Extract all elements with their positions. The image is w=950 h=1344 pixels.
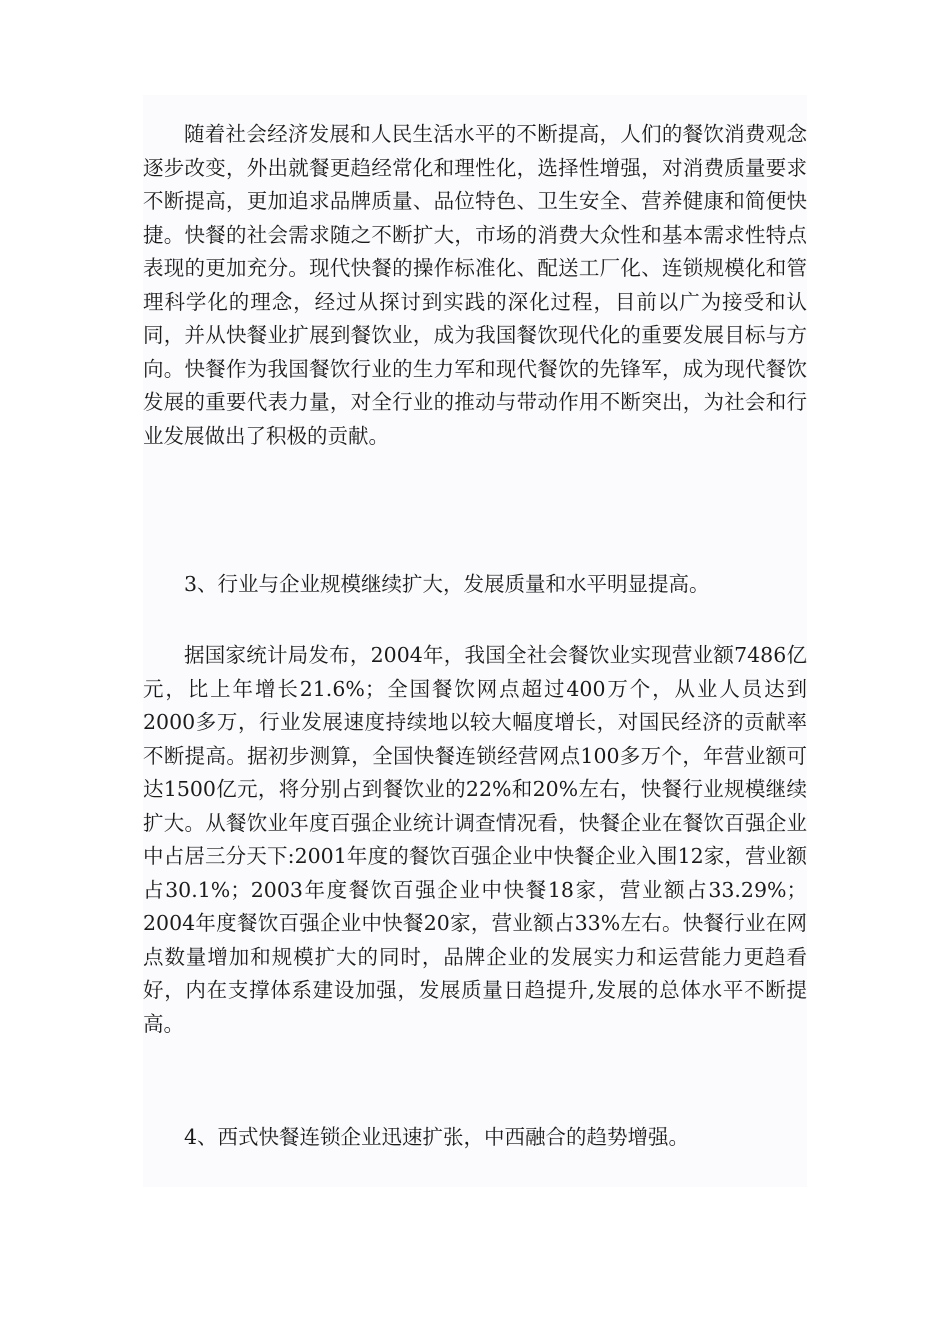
paragraph-fast-food-demand: 随着社会经济发展和人民生活水平的不断提高，人们的餐饮消费观念逐步改变，外出就餐更趋经常化和理性化，选择性增强，对消费质量要求不断提高，更加追求品牌质量、品位特色、卫生安全、营养健康和简便快捷。快餐的社会需求随之不断扩大，市场的消费大众性和基本需求性特点表现的更加充分。现代快餐的操作标准化、配送工厂化、连锁规模化和管理科学化的理念，经过从探讨到实践的深化过程，目前以广为接受和认同，并从快餐业扩展到餐饮业，成为我国餐饮现代化的重要发展目标与方向。快餐作为我国餐饮行业的生力军和现代餐饮的先锋军，成为现代餐饮发展的重要代表力量，对全行业的推动与带动作用不断突出，为社会和行业发展做出了积极的贡献。 [143, 122, 807, 448]
paragraph-industry-scale: 据国家统计局发布，2004年，我国全社会餐饮业实现营业额7486亿元，比上年增长21.6%；全国餐饮网点超过400万个，从业人员达到2000多万，行业发展速度持续地以较大幅度增长，对国民经济的贡献率不断提高。据初步测算，全国快餐连锁经营网点100多万个，年营业额可达1500亿元，将分别占到餐饮业的22%和20%左右，快餐行业规模继续扩大。从餐饮业年度百强企业统计调查情况看，快餐企业在餐饮百强企业中占居三分天下:2001年度的餐饮百强企业中快餐企业入围12家，营业额占30.1%；2003年度餐饮百强企业中快餐18家，营业额占33.29%；2004年度餐饮百强企业中快餐20家，营业额占33%左右。快餐行业在网点数量增加和规模扩大的同时，品牌企业的发展实力和运营能力更趋看好，内在支撑体系建设加强，发展质量日趋提升,发展的总体水平不断提高。 [143, 643, 807, 1036]
section-heading-4: 4、西式快餐连锁企业迅速扩张，中西融合的趋势增强。 [184, 1125, 690, 1149]
section-heading-3: 3、行业与企业规模继续扩大，发展质量和水平明显提高。 [184, 572, 710, 596]
